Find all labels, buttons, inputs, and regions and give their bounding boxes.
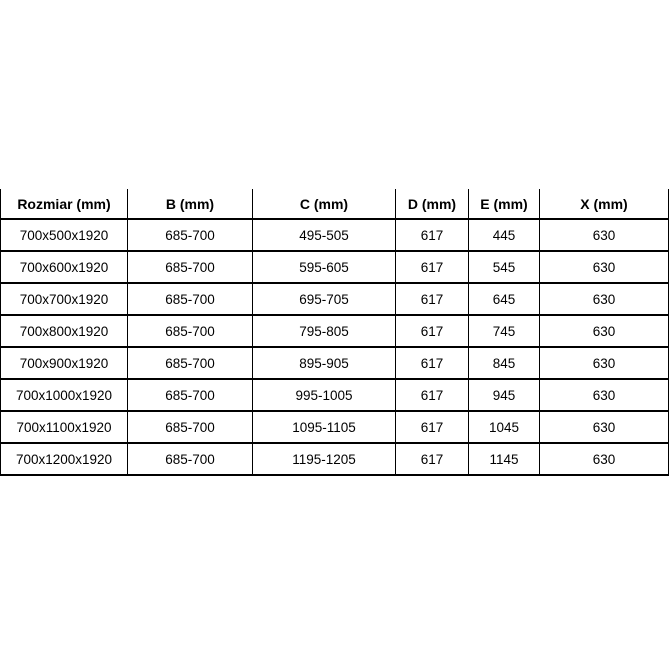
- dimension-cell: 595-605: [253, 251, 396, 283]
- dimension-cell: 945: [469, 379, 540, 411]
- dimension-cell: 685-700: [128, 347, 253, 379]
- column-header: X (mm): [540, 189, 669, 219]
- dimension-cell: 1045: [469, 411, 540, 443]
- table-row: [1, 411, 669, 443]
- size-cell: 700x700x1920: [1, 283, 128, 315]
- dimension-cell: 630: [540, 411, 669, 443]
- dimension-cell: 630: [540, 443, 669, 475]
- dimension-cell: 685-700: [128, 283, 253, 315]
- size-spec-table: [0, 189, 669, 476]
- dimension-cell: 617: [396, 379, 469, 411]
- dimension-cell: 617: [396, 315, 469, 347]
- size-cell: 700x1200x1920: [1, 443, 128, 475]
- dimension-cell: 617: [396, 443, 469, 475]
- size-cell: 700x600x1920: [1, 251, 128, 283]
- column-header: B (mm): [128, 189, 253, 219]
- dimension-cell: 630: [540, 251, 669, 283]
- dimension-cell: 685-700: [128, 411, 253, 443]
- column-header: C (mm): [253, 189, 396, 219]
- dimension-cell: 1145: [469, 443, 540, 475]
- dimension-cell: 545: [469, 251, 540, 283]
- dimension-cell: 845: [469, 347, 540, 379]
- table-row: [1, 443, 669, 475]
- size-cell: 700x800x1920: [1, 315, 128, 347]
- size-cell: 700x1000x1920: [1, 379, 128, 411]
- dimension-cell: 630: [540, 219, 669, 251]
- dimension-cell: 445: [469, 219, 540, 251]
- dimension-cell: 685-700: [128, 379, 253, 411]
- size-cell: 700x500x1920: [1, 219, 128, 251]
- dimension-cell: 895-905: [253, 347, 396, 379]
- dimension-cell: 630: [540, 379, 669, 411]
- column-header: D (mm): [396, 189, 469, 219]
- dimension-cell: 617: [396, 219, 469, 251]
- size-cell: 700x1100x1920: [1, 411, 128, 443]
- dimension-cell: 645: [469, 283, 540, 315]
- table-body: [1, 219, 669, 475]
- dimension-cell: 745: [469, 315, 540, 347]
- table-row: [1, 251, 669, 283]
- table-row: [1, 315, 669, 347]
- column-header: Rozmiar (mm): [1, 189, 128, 219]
- table-row: [1, 347, 669, 379]
- dimension-cell: 617: [396, 283, 469, 315]
- dimension-cell: 695-705: [253, 283, 396, 315]
- table-row: [1, 283, 669, 315]
- dimension-cell: 1195-1205: [253, 443, 396, 475]
- header-row: [1, 189, 669, 219]
- dimension-cell: 617: [396, 411, 469, 443]
- column-header: E (mm): [469, 189, 540, 219]
- dimension-cell: 1095-1105: [253, 411, 396, 443]
- dimension-cell: 617: [396, 251, 469, 283]
- dimension-cell: 685-700: [128, 219, 253, 251]
- dimension-cell: 685-700: [128, 443, 253, 475]
- dimension-cell: 995-1005: [253, 379, 396, 411]
- dimension-cell: 630: [540, 347, 669, 379]
- dimension-cell: 630: [540, 283, 669, 315]
- table-row: [1, 219, 669, 251]
- size-cell: 700x900x1920: [1, 347, 128, 379]
- size-spec-table-container: [0, 189, 668, 476]
- dimension-cell: 495-505: [253, 219, 396, 251]
- table-header: [1, 189, 669, 219]
- dimension-cell: 685-700: [128, 251, 253, 283]
- dimension-cell: 617: [396, 347, 469, 379]
- dimension-cell: 795-805: [253, 315, 396, 347]
- table-row: [1, 379, 669, 411]
- dimension-cell: 630: [540, 315, 669, 347]
- dimension-cell: 685-700: [128, 315, 253, 347]
